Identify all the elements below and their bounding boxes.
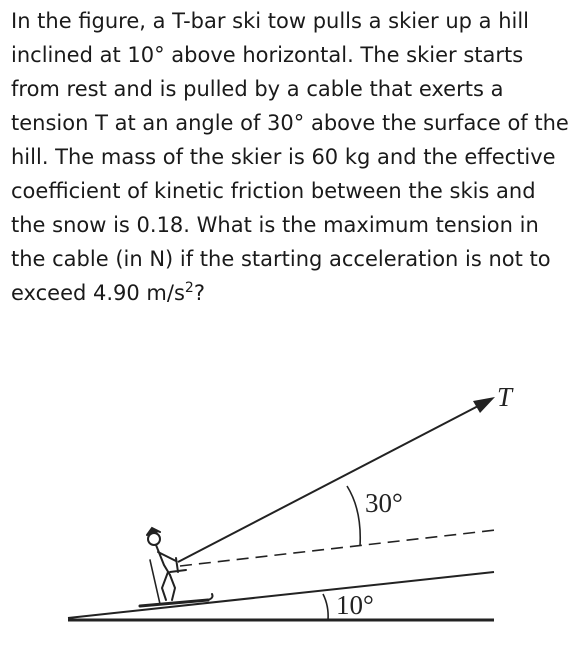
hill-angle-arc — [323, 594, 328, 620]
ski-tow-figure — [0, 360, 577, 655]
skier-figure — [140, 528, 213, 606]
units-exponent: 2 — [184, 280, 194, 296]
problem-end-punctuation: ? — [193, 281, 205, 305]
skier-head — [148, 533, 160, 545]
ski-tips — [208, 594, 213, 600]
cable-angle-label: 30° — [365, 488, 403, 518]
ski-pole — [150, 560, 160, 604]
problem-paragraph — [11, 4, 573, 310]
ski-tow-diagram — [0, 360, 577, 655]
tension-arrowhead — [473, 397, 495, 413]
problem-text: In the figure, a T-bar ski tow pulls a skier up a hill inclined at 10° above horizontal. The skier starts from rest and is pulled by a cable that exerts a tension T at an angle of 30° above the surface of the hill. The mass of the skier is 60 kg and the effective coefficient of kinetic friction between the skis and the snow is 0.18. What is the maximum tension in the cable (in N) if the starting acceleration is not to exceed 4.90 m/s — [11, 9, 569, 305]
cable-angle-arc — [347, 486, 360, 546]
problem-statement — [11, 4, 573, 310]
hill-angle-label: 10° — [336, 590, 374, 620]
tension-label: T — [497, 382, 513, 412]
cable-tension-line — [178, 404, 482, 562]
hill-surface-line — [68, 572, 494, 618]
skier-body — [156, 545, 170, 575]
skier-legs — [162, 572, 175, 600]
